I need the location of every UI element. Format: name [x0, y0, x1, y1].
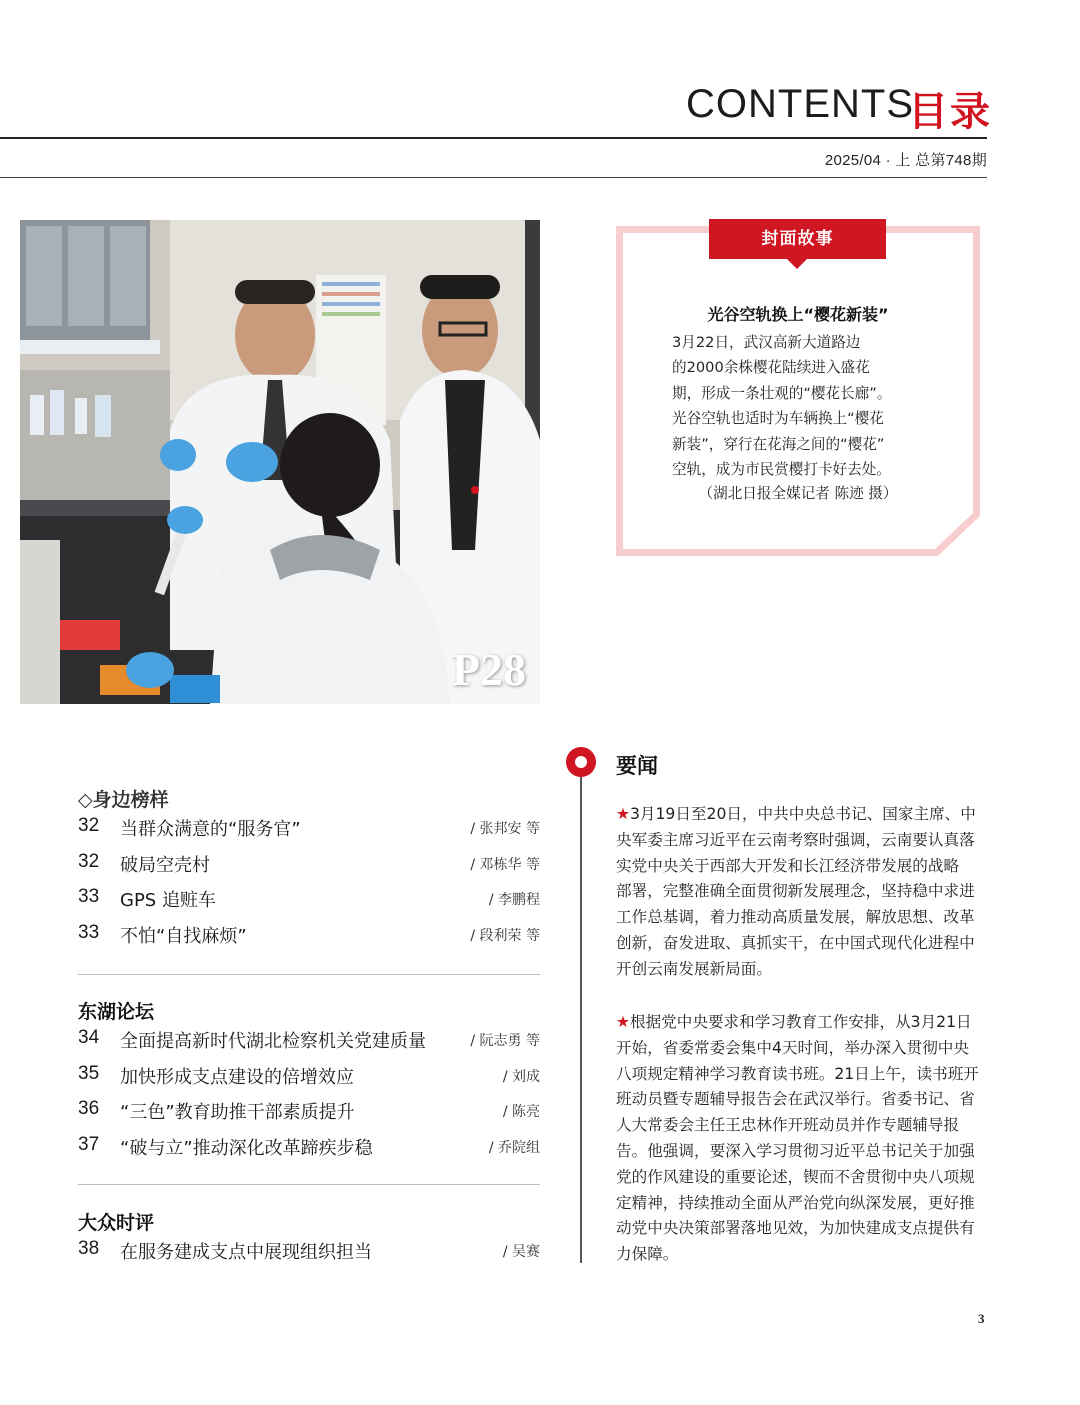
- contents-heading-cn: 目录: [908, 89, 992, 135]
- news-line: 部署，完整准确全面贯彻新发展理念，坚持稳中求进: [616, 882, 975, 901]
- toc-section-role-models: [78, 785, 540, 957]
- toc-entry[interactable]: [78, 922, 540, 958]
- subheader-rule: [0, 177, 987, 178]
- news-timeline-line: [580, 775, 582, 1263]
- cover-story-body: [672, 330, 924, 482]
- news-line: 实党中央关于西部大开发和长江经济带发展的战略: [616, 856, 960, 875]
- toc-page: 38: [78, 1238, 100, 1259]
- toc-entry[interactable]: [78, 815, 540, 851]
- toc-page: 35: [78, 1062, 100, 1084]
- news-line: 3月19日至20日，中共中央总书记、国家主席、中: [629, 805, 976, 823]
- news-line: 告。他强调，要深入学习贯彻习近平总书记关于加强: [616, 1141, 975, 1160]
- news-item[interactable]: [616, 1010, 988, 1268]
- lab-scene-illustration: [20, 220, 540, 704]
- page-number: 3: [978, 1311, 985, 1326]
- cover-story-tag-pointer: [786, 258, 808, 269]
- toc-author: / 吴赛: [502, 1244, 540, 1260]
- toc-author: / 段利荣 等: [470, 927, 540, 944]
- cover-story-tag: 封面故事: [709, 219, 886, 259]
- news-bullet-core: [575, 756, 587, 768]
- news-line: 工作总基调，着力推动高质量发展，解放思想、改革: [616, 908, 975, 927]
- toc-entry[interactable]: [78, 1134, 540, 1170]
- toc-author: / 张邦安 等: [470, 821, 540, 837]
- toc-page: 32: [78, 850, 100, 872]
- cover-story-line: 空轨，成为市民赏樱打卡好去处。: [672, 461, 891, 479]
- news-line: 开始，省委常委会集中4天时间，举办深入贯彻中央: [616, 1038, 969, 1057]
- toc-page: 32: [78, 815, 100, 836]
- toc-author: / 邓栋华 等: [470, 856, 540, 873]
- toc-page: 33: [78, 921, 100, 943]
- toc-title: 全面提高新时代湖北检察机关党建质量: [120, 1031, 426, 1052]
- toc-author: / 陈亮: [502, 1104, 540, 1121]
- cover-story-line: 的2000余株樱花陆续进入盛花: [672, 359, 870, 377]
- section-divider: [78, 974, 540, 975]
- issue-info: 2025/04 · 上 总第748期: [824, 152, 987, 169]
- news-line: 党的作风建设的重要论述，锲而不舍贯彻中央八项规: [616, 1167, 975, 1186]
- cover-story-credit: （湖北日报全媒记者 陈迹 摄）: [698, 485, 898, 502]
- section-title: ◇身边榜样: [78, 789, 169, 811]
- star-icon: ★: [616, 805, 630, 823]
- star-icon: ★: [616, 1013, 630, 1031]
- toc-title: “破与立”推动深化改革蹄疾步稳: [120, 1137, 373, 1159]
- toc-page: 33: [78, 886, 100, 908]
- toc-page: 36: [78, 1098, 100, 1120]
- toc-page: 37: [78, 1133, 100, 1155]
- news-section-title: 要闻: [616, 754, 658, 778]
- toc-entry[interactable]: [78, 1027, 540, 1063]
- cover-photo[interactable]: [20, 220, 540, 704]
- news-line: 八项规定精神学习教育读书班。21日上午，读书班开: [616, 1064, 979, 1083]
- toc-entry[interactable]: [78, 851, 540, 887]
- toc-entry[interactable]: [78, 1098, 540, 1134]
- toc-author: / 阮志勇 等: [470, 1033, 540, 1049]
- news-line: 根据党中央要求和学习教育工作安排，从3月21日: [629, 1013, 972, 1031]
- cover-story-line: 光谷空轨也适时为车辆换上“樱花: [672, 410, 884, 428]
- toc-title: 破局空壳村: [120, 854, 210, 876]
- toc-page: 34: [78, 1027, 100, 1048]
- section-title: 大众时评: [78, 1212, 155, 1234]
- news-line: 动党中央决策部署落地见效，为加快建成支点提供有: [616, 1219, 975, 1238]
- toc-title: 加快形成支点建设的倍增效应: [120, 1066, 354, 1088]
- news-line: 创新，奋发进取、真抓实干，在中国式现代化进程中: [616, 933, 975, 952]
- toc-entry[interactable]: [78, 1063, 540, 1099]
- section-divider: [78, 1184, 540, 1185]
- news-line: 力保障。: [616, 1245, 679, 1264]
- news-line: 班动员暨专题辅导报告会在武汉举行。省委书记、省: [616, 1090, 975, 1109]
- cover-story-line: 新装”，穿行在花海之间的“樱花”: [672, 435, 885, 453]
- toc-title: “三色”教育助推干部素质提升: [120, 1102, 355, 1124]
- toc-entry[interactable]: [78, 1238, 540, 1274]
- cover-story-line: 期，形成一条壮观的“樱花长廊”。: [672, 384, 892, 402]
- toc-title: GPS 追赃车: [120, 890, 216, 912]
- toc-title: 在服务建成支点中展现组织担当: [120, 1242, 372, 1263]
- news-line: 人大常委会主任王忠林作开班动员并作专题辅导报: [616, 1116, 960, 1135]
- news-item[interactable]: [616, 802, 988, 983]
- toc-entry[interactable]: [78, 886, 540, 922]
- cover-page-ref: P28: [451, 644, 526, 695]
- cover-story-title[interactable]: 光谷空轨换上“樱花新装”: [707, 305, 889, 324]
- news-line: 开创云南发展新局面。: [616, 959, 772, 978]
- toc-author: / 李鹏程: [488, 892, 540, 909]
- toc-section-public-commentary: [78, 1208, 540, 1274]
- news-line: 央军委主席习近平在云南考察时强调，云南要认真落: [616, 830, 975, 849]
- header-rule: [0, 137, 987, 139]
- cover-story-line: 3月22日，武汉高新大道路边: [672, 334, 861, 351]
- toc-title: 当群众满意的“服务官”: [120, 819, 301, 840]
- contents-heading-en: CONTENTS: [686, 82, 914, 126]
- toc-section-donghu-forum: [78, 997, 540, 1169]
- toc-title: 不怕“自找麻烦”: [120, 925, 247, 947]
- toc-author: / 乔院组: [488, 1139, 540, 1156]
- toc-author: / 刘成: [502, 1068, 540, 1085]
- news-line: 定精神，持续推动全面从严治党向纵深发展，更好推: [616, 1193, 975, 1212]
- section-title: 东湖论坛: [78, 1001, 155, 1023]
